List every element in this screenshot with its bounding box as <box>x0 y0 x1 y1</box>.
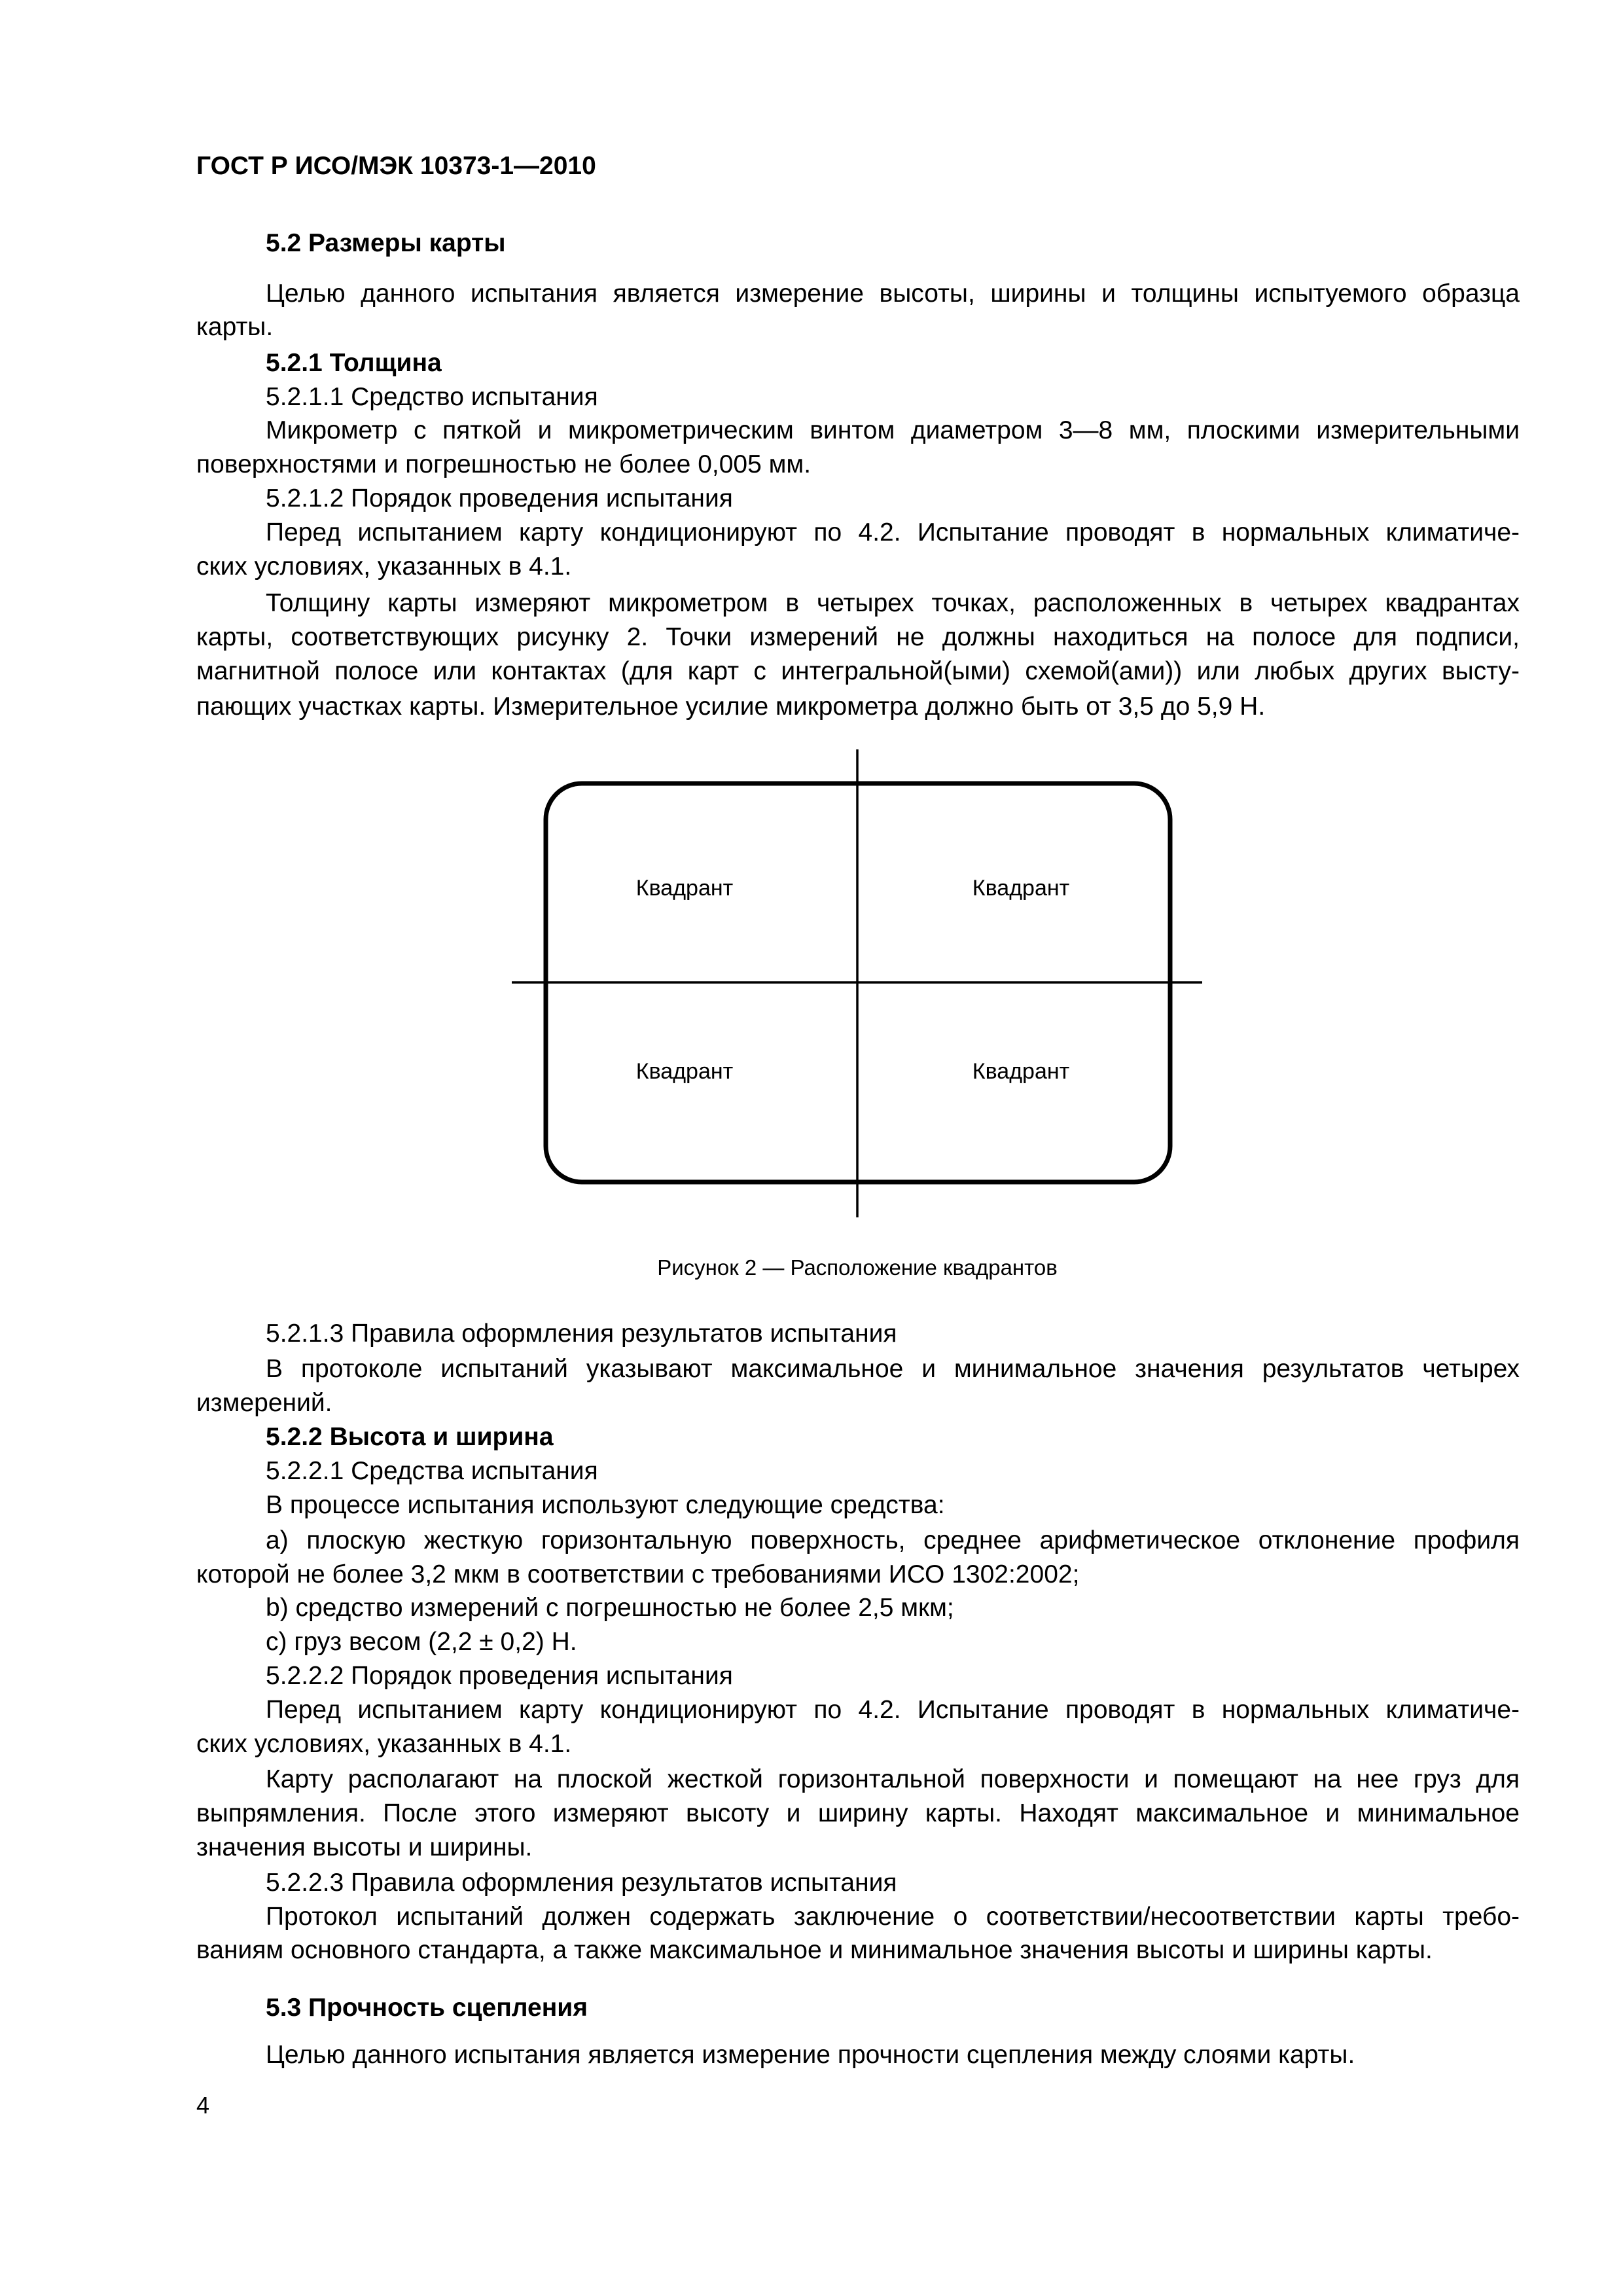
text-line: выпрямления. После этого измеряют высоту и ширину карты. Находят максимальное и минимальное <box>196 1799 1520 1827</box>
page-number: 4 <box>196 2092 210 2119</box>
text-line: Целью данного испытания является измерение высоты, ширины и толщины испытуемого образца <box>266 279 1520 308</box>
text-line: Микрометр с пяткой и микрометрическим винтом диаметром 3—8 мм, плоскими измерительными <box>266 416 1520 444</box>
text-line: В протоколе испытаний указывают максимальное и минимальное значения результатов четырех <box>266 1355 1520 1383</box>
subsection-heading: 5.2.1.3 Правила оформления результатов испытания <box>266 1319 897 1348</box>
list-item-b: b) средство измерений с погрешностью не более 2,5 мкм; <box>266 1594 954 1622</box>
quadrant-label: Квадрант <box>635 1059 734 1084</box>
figure-caption: Рисунок 2 — Расположение квадрантов <box>657 1255 1058 1280</box>
text-line: Целью данного испытания является измерение прочности сцепления между слоями карты. <box>266 2041 1355 2069</box>
subsection-heading: 5.2.2.1 Средства испытания <box>266 1457 598 1485</box>
text-line: поверхностями и погрешностью не более 0,005 мм. <box>196 450 812 478</box>
section-5-3-heading: 5.3 Прочность сцепления <box>266 1994 588 2022</box>
section-5-2-heading: 5.2 Размеры карты <box>266 229 506 257</box>
text-line: пающих участках карты. Измерительное усилие микрометра должно быть от 3,5 до 5,9 Н. <box>196 692 1266 721</box>
text-line: Перед испытанием карту кондиционируют по 4.2. Испытание проводят в нормальных климатиче- <box>266 518 1520 547</box>
text-line: Протокол испытаний должен содержать заключение о соответствии/несоответствии карты требо- <box>266 1903 1520 1931</box>
text-line: значения высоты и ширины. <box>196 1833 533 1861</box>
text-line: ваниям основного стандарта, а также максимальное и минимальное значения высоты и ширины карты. <box>196 1936 1433 1964</box>
subsection-heading: 5.2.1.2 Порядок проведения испытания <box>266 484 733 512</box>
quadrant-label: Квадрант <box>972 1059 1070 1084</box>
section-5-2-2-heading: 5.2.2 Высота и ширина <box>266 1423 554 1451</box>
text-line: ских условиях, указанных в 4.1. <box>196 1730 572 1758</box>
text-line: В процессе испытания используют следующие средства: <box>266 1491 945 1519</box>
list-item-c: c) груз весом (2,2 ± 0,2) Н. <box>266 1628 577 1656</box>
quadrant-label: Квадрант <box>972 876 1070 901</box>
list-item-a: a) плоскую жесткую горизонтальную поверхность, среднее арифметическое отклонение профиля <box>266 1526 1520 1554</box>
subsection-heading: 5.2.1.1 Средство испытания <box>266 383 598 411</box>
text-line: карты, соответствующих рисунку 2. Точки измерений не должны находиться на полосе для подписи, <box>196 623 1520 651</box>
text-line: магнитной полосе или контактах (для карт с интегральной(ыми) схемой(ами)) или любых других высту- <box>196 657 1520 685</box>
text-line: карты. <box>196 313 274 341</box>
subsection-heading: 5.2.2.3 Правила оформления результатов испытания <box>266 1869 897 1897</box>
text-line: Толщину карты измеряют микрометром в четырех точках, расположенных в четырех квадрантах <box>266 589 1520 617</box>
text-line: Перед испытанием карту кондиционируют по 4.2. Испытание проводят в нормальных климатиче- <box>266 1696 1520 1724</box>
text-line: Карту располагают на плоской жесткой горизонтальной поверхности и помещают на нее груз для <box>266 1765 1520 1793</box>
text-line: измерений. <box>196 1389 332 1417</box>
section-5-2-1-heading: 5.2.1 Толщина <box>266 349 442 377</box>
list-item-a-cont: которой не более 3,2 мкм в соответствии с требованиями ИСО 1302:2002; <box>196 1560 1080 1588</box>
text-line: ских условиях, указанных в 4.1. <box>196 552 572 581</box>
quadrant-label: Квадрант <box>635 876 734 901</box>
subsection-heading: 5.2.2.2 Порядок проведения испытания <box>266 1662 733 1690</box>
document-header: ГОСТ Р ИСО/МЭК 10373-1—2010 <box>196 152 596 180</box>
